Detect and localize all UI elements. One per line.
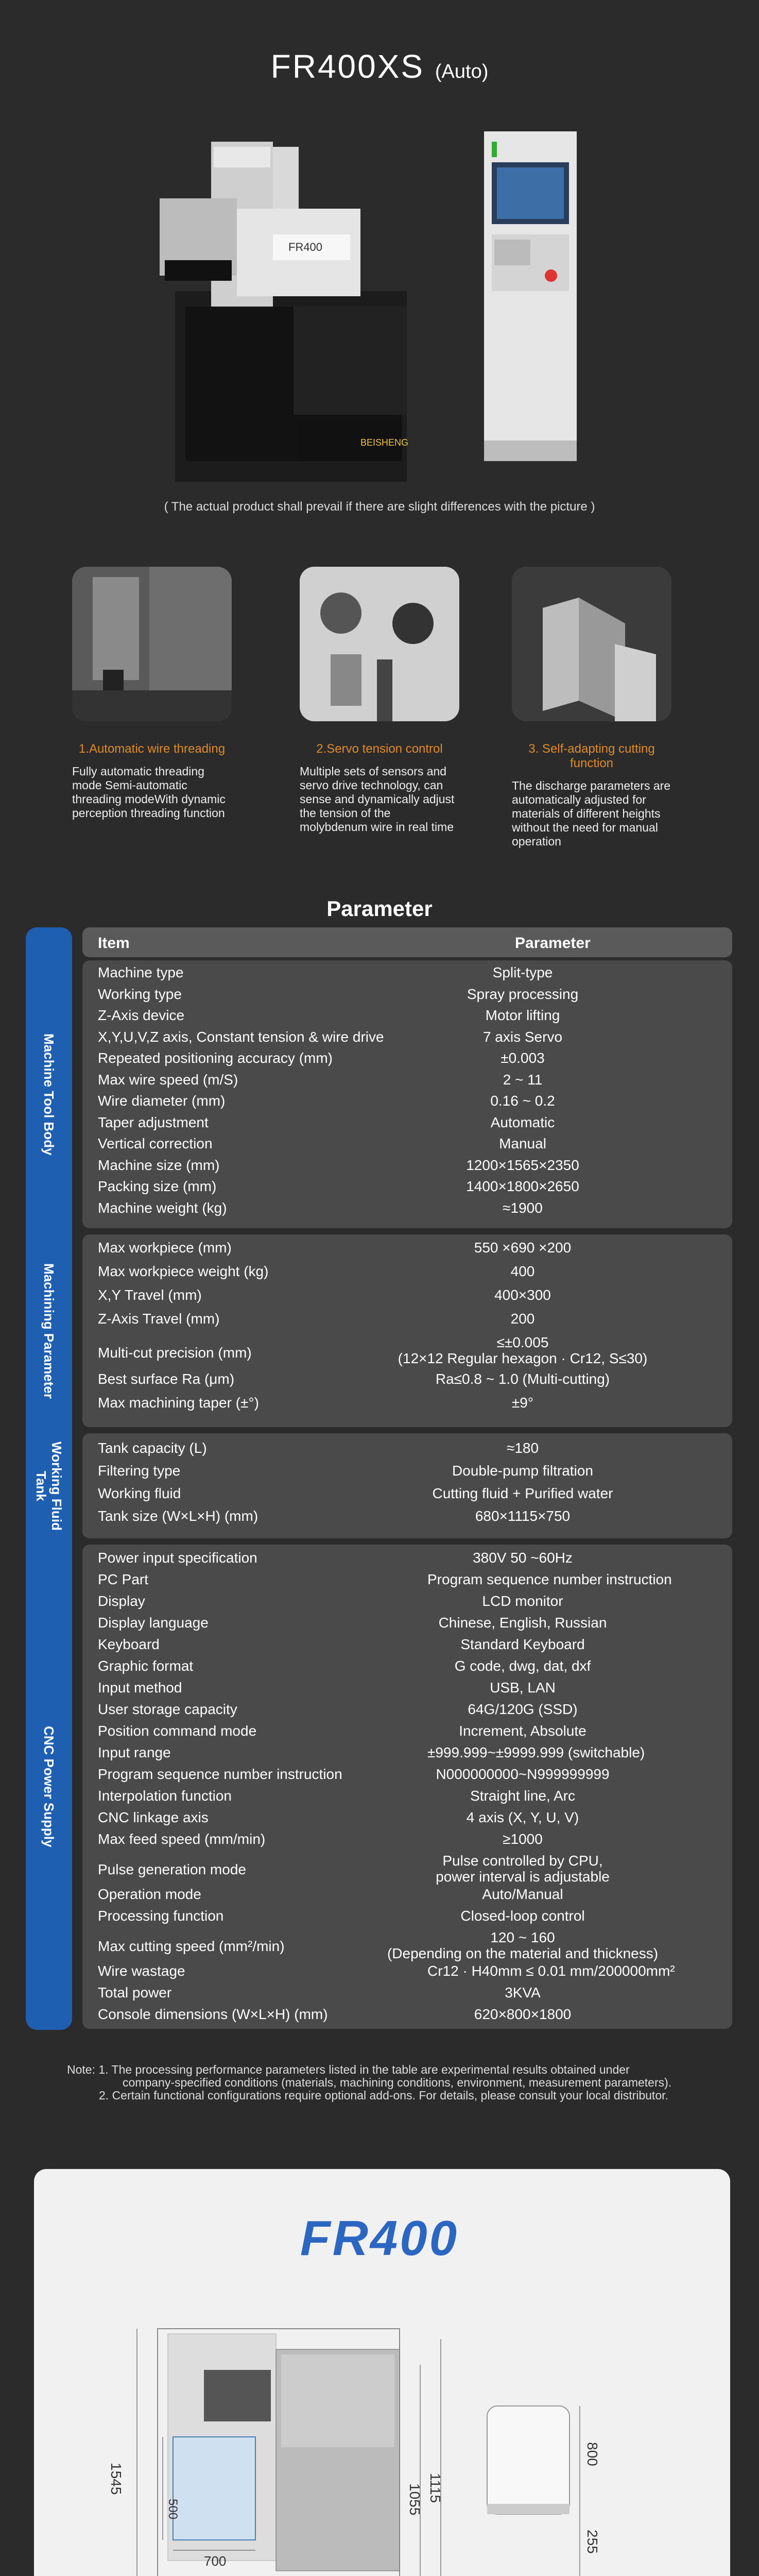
param-value: Standard Keyboard bbox=[460, 1636, 585, 1652]
table-row bbox=[98, 1766, 726, 1788]
table-row bbox=[98, 1831, 726, 1853]
table-row bbox=[98, 1929, 726, 1963]
param-name: Graphic format bbox=[98, 1658, 194, 1674]
param-name: Wire diameter (mm) bbox=[98, 1093, 226, 1109]
param-value: ≈180 bbox=[506, 1440, 539, 1456]
param-value: ±9° bbox=[511, 1395, 534, 1411]
product-disclaimer: ( The actual product shall prevail if there are slight differences with the picture ) bbox=[164, 500, 595, 514]
param-value: Chinese, English, Russian bbox=[438, 1615, 607, 1631]
param-value: 380V 50 ~60Hz bbox=[473, 1550, 573, 1566]
drawing-title: FR400 bbox=[300, 2211, 459, 2266]
table-row bbox=[98, 1395, 726, 1418]
table-row bbox=[98, 1157, 726, 1179]
feature-description: Fully automatic threading mode Semi-automatic threading modeWith dynamic perception threading function bbox=[72, 765, 226, 820]
param-value: LCD monitor bbox=[482, 1593, 563, 1609]
table-row bbox=[98, 1200, 726, 1222]
table-row bbox=[98, 1908, 726, 1929]
param-value: Program sequence number instruction bbox=[427, 1571, 672, 1587]
table-row bbox=[98, 1788, 726, 1809]
param-name: Position command mode bbox=[98, 1723, 257, 1739]
param-name: Repeated positioning accuracy (mm) bbox=[98, 1050, 333, 1066]
dim-1545: 1545 bbox=[108, 2463, 124, 2495]
param-value: 2 ~ 11 bbox=[503, 1071, 543, 1088]
param-value: 64G/120G (SSD) bbox=[468, 1701, 578, 1717]
param-name: Max feed speed (mm/min) bbox=[98, 1831, 266, 1847]
table-row bbox=[98, 1114, 726, 1136]
table-header bbox=[82, 927, 732, 957]
dim-500: 500 bbox=[166, 2499, 180, 2520]
header-item: Item bbox=[98, 935, 130, 952]
table-row bbox=[98, 1550, 726, 1571]
dim-255: 255 bbox=[584, 2530, 600, 2554]
param-value: 550 ×690 ×200 bbox=[474, 1240, 572, 1256]
param-name: Tank capacity (L) bbox=[98, 1440, 207, 1456]
table-row bbox=[98, 1809, 726, 1831]
param-value: ≤±0.005 (12×12 Regular hexagon · Cr12, S≤30) bbox=[398, 1334, 648, 1366]
group-label-cnc-power-supply: CNC Power Supply bbox=[41, 1726, 57, 1848]
param-name: Working type bbox=[98, 986, 182, 1002]
table-row bbox=[98, 1287, 726, 1311]
feature-card-tension bbox=[300, 567, 459, 834]
group-label-machine-tool-body: Machine Tool Body bbox=[41, 1033, 57, 1156]
note-line: 2. Certain functional configurations require optional add-ons. For details, please consult your local distributor. bbox=[99, 2089, 668, 2102]
param-value: 1200×1565×2350 bbox=[466, 1157, 579, 1173]
param-name: Machine weight (kg) bbox=[98, 1199, 227, 1216]
table-row bbox=[98, 986, 726, 1008]
param-name: X,Y Travel (mm) bbox=[98, 1287, 202, 1303]
feature-card-self-adapting bbox=[512, 567, 671, 849]
param-value: 1400×1800×2650 bbox=[466, 1178, 579, 1194]
top-view-drawing bbox=[34, 2287, 730, 2576]
machine-badge: FR400 bbox=[288, 241, 323, 253]
dim-1115: 1115 bbox=[427, 2473, 443, 2503]
param-name: Operation mode bbox=[98, 1886, 201, 1903]
table-row bbox=[98, 1886, 726, 1908]
feature-description: The discharge parameters are automatically adjusted for materials of different heights without the need for manual operation bbox=[512, 779, 671, 848]
param-name: X,Y,U,V,Z axis, Constant tension & wire drive bbox=[98, 1028, 384, 1045]
feature-title: 3. Self-adapting cutting function bbox=[528, 742, 655, 770]
table-row bbox=[98, 1050, 726, 1072]
param-name: Keyboard bbox=[98, 1636, 160, 1652]
param-name: Z-Axis device bbox=[98, 1007, 185, 1023]
table-row bbox=[98, 1093, 726, 1114]
group-label-machining-parameter: Machining Parameter bbox=[41, 1263, 57, 1399]
param-name: Tank size (W×L×H) (mm) bbox=[98, 1508, 258, 1524]
param-value: 200 bbox=[510, 1311, 535, 1327]
table-notes bbox=[67, 2063, 736, 2102]
feature-title: 2.Servo tension control bbox=[316, 742, 443, 756]
param-name: Machine type bbox=[98, 964, 184, 980]
param-name: PC Part bbox=[98, 1571, 149, 1587]
table-row bbox=[98, 1178, 726, 1200]
table-row bbox=[98, 1963, 726, 1985]
table-row bbox=[98, 1485, 726, 1508]
machine-hero-image bbox=[154, 85, 608, 487]
feature-title: 1.Automatic wire threading bbox=[78, 742, 226, 756]
param-value: 120 ~ 160 (Depending on the material and thickness) bbox=[387, 1929, 659, 1962]
header-parameter: Parameter bbox=[515, 935, 591, 952]
table-row bbox=[98, 1072, 726, 1093]
param-name: Processing function bbox=[98, 1908, 224, 1924]
param-name: Best surface Ra (μm) bbox=[98, 1371, 235, 1387]
param-value: Pulse controlled by CPU, power interval is adjustable bbox=[436, 1853, 610, 1885]
feature-description: Multiple sets of sensors and servo drive technology, can sense and dynamically adjust the tension of the molybdenum wire in real time bbox=[300, 765, 455, 834]
param-value: Ra≤0.8 ~ 1.0 (Multi-cutting) bbox=[435, 1371, 610, 1387]
param-value: ≈1900 bbox=[503, 1199, 543, 1216]
param-name: Max workpiece (mm) bbox=[98, 1240, 232, 1256]
param-name: Pulse generation mode bbox=[98, 1861, 246, 1877]
table-row bbox=[98, 1571, 726, 1593]
param-value: Split-type bbox=[492, 964, 553, 980]
feature-card-threading bbox=[72, 567, 232, 820]
feature-image-threading bbox=[72, 567, 232, 721]
table-row bbox=[98, 1658, 726, 1680]
param-value: 0.16 ~ 0.2 bbox=[490, 1093, 555, 1109]
param-value: Increment, Absolute bbox=[459, 1723, 586, 1739]
param-name: User storage capacity bbox=[98, 1701, 237, 1717]
param-value: 620×800×1800 bbox=[474, 2006, 572, 2023]
table-row bbox=[98, 1985, 726, 2006]
param-name: Max workpiece weight (kg) bbox=[98, 1263, 269, 1279]
param-name: Display bbox=[98, 1593, 145, 1609]
table-row bbox=[98, 1440, 726, 1463]
table-row bbox=[98, 1701, 726, 1723]
param-value: G code, dwg, dat, dxf bbox=[454, 1658, 591, 1674]
dim-700: 700 bbox=[204, 2553, 227, 2569]
table-row bbox=[98, 1723, 726, 1744]
param-name: Interpolation function bbox=[98, 1788, 232, 1804]
table-row bbox=[98, 1593, 726, 1615]
param-value: ±0.003 bbox=[501, 1050, 545, 1066]
param-name: Input method bbox=[98, 1680, 182, 1696]
table-row bbox=[98, 964, 726, 986]
table-row bbox=[98, 1240, 726, 1263]
page-title: FR400XS (Auto) bbox=[270, 48, 489, 85]
table-row bbox=[98, 1615, 726, 1636]
table-row bbox=[98, 1680, 726, 1701]
param-value: Motor lifting bbox=[485, 1007, 560, 1023]
table-row bbox=[98, 1508, 726, 1531]
param-name: Program sequence number instruction bbox=[98, 1766, 342, 1782]
table-row bbox=[98, 1136, 726, 1157]
param-value: Closed-loop control bbox=[460, 1908, 585, 1924]
param-name: Vertical correction bbox=[98, 1136, 213, 1151]
param-value: 680×1115×750 bbox=[475, 1508, 571, 1524]
param-name: Packing size (mm) bbox=[98, 1178, 217, 1194]
param-value: 7 axis Servo bbox=[482, 1028, 563, 1045]
feature-image-self-adapting bbox=[512, 567, 671, 721]
group-label-working-fluid-tank: Working Fluid Tank bbox=[33, 1441, 64, 1531]
param-name: Wire wastage bbox=[98, 1963, 185, 1979]
table-row bbox=[98, 1263, 726, 1287]
param-name: Filtering type bbox=[98, 1463, 181, 1479]
param-value: ±999.999~±9999.999 (switchable) bbox=[427, 1744, 645, 1760]
param-value: Straight line, Arc bbox=[470, 1788, 575, 1804]
param-value: ≥1000 bbox=[503, 1831, 543, 1847]
param-name: Multi-cut precision (mm) bbox=[98, 1344, 252, 1361]
param-value: Double-pump filtration bbox=[452, 1463, 593, 1479]
param-name: Input range bbox=[98, 1744, 171, 1760]
feature-image-tension bbox=[300, 567, 459, 721]
param-name: Working fluid bbox=[98, 1485, 181, 1501]
note-line: Note: 1. The processing performance parameters listed in the table are experimental results obtained under bbox=[67, 2063, 630, 2076]
param-value: Automatic bbox=[490, 1114, 555, 1130]
table-row bbox=[98, 1853, 726, 1886]
table-row bbox=[98, 1029, 726, 1050]
table-row bbox=[98, 1007, 726, 1029]
table-row bbox=[98, 1744, 726, 1766]
param-name: Taper adjustment bbox=[98, 1114, 209, 1130]
parameter-title: Parameter bbox=[326, 896, 433, 921]
param-value: Cr12 · H40mm ≤ 0.01 mm/200000mm² bbox=[427, 1963, 675, 1979]
note-line: company-specified conditions (materials, machining conditions, environment, measurement parameters). bbox=[123, 2076, 672, 2089]
param-name: Max machining taper (±°) bbox=[98, 1395, 259, 1411]
param-value: Manual bbox=[499, 1136, 546, 1151]
param-value: 400 bbox=[510, 1263, 535, 1279]
param-name: Total power bbox=[98, 1985, 172, 2001]
table-row bbox=[98, 1311, 726, 1334]
dim-1055: 1055 bbox=[407, 2483, 423, 2516]
table-row bbox=[98, 2006, 726, 2028]
param-name: Display language bbox=[98, 1615, 209, 1631]
param-name: CNC linkage axis bbox=[98, 1809, 209, 1825]
table-row bbox=[98, 1636, 726, 1658]
param-value: N000000000~N999999999 bbox=[436, 1766, 610, 1782]
brand-logo: BEISHENG bbox=[360, 437, 409, 448]
param-name: Max wire speed (m/S) bbox=[98, 1071, 238, 1088]
dim-800: 800 bbox=[584, 2442, 600, 2466]
param-name: Console dimensions (W×L×H) (mm) bbox=[98, 2006, 328, 2023]
param-value: Auto/Manual bbox=[482, 1886, 563, 1903]
param-name: Max cutting speed (mm²/min) bbox=[98, 1938, 285, 1954]
table-row bbox=[98, 1334, 726, 1371]
param-value: 3KVA bbox=[505, 1985, 541, 2001]
param-value: Spray processing bbox=[467, 986, 579, 1002]
param-name: Machine size (mm) bbox=[98, 1157, 220, 1173]
param-value: 400×300 bbox=[494, 1287, 551, 1303]
param-name: Power input specification bbox=[98, 1550, 257, 1566]
table-row bbox=[98, 1463, 726, 1485]
param-value: USB, LAN bbox=[490, 1680, 556, 1696]
param-value: 4 axis (X, Y, U, V) bbox=[466, 1809, 579, 1825]
param-name: Z-Axis Travel (mm) bbox=[98, 1311, 220, 1327]
param-value: Cutting fluid + Purified water bbox=[432, 1485, 613, 1501]
table-row bbox=[98, 1371, 726, 1395]
